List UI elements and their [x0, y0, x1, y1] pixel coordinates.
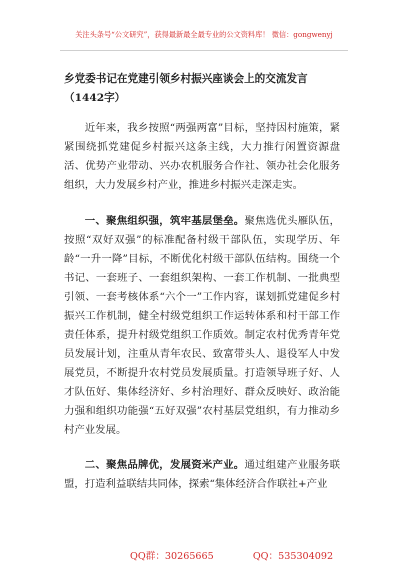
document-body: [64, 119, 340, 511]
section-1-paragraph: [64, 212, 340, 440]
section-2-body: 通过组建产业服务联盟，打造利益联结共同体，探索“集体经济合作联社+产业: [64, 459, 341, 490]
intro-paragraph: 近年来，我乡按照“两强两富”目标，坚持因村施策，紧紧围绕抓党建促乡村振兴这条主线，大力推行闲置资源盘活、优势产业带动、兴办农机服务合作社、领办社会化服务组织，大力发展乡村产业，推进乡村振兴走深走实。: [64, 122, 340, 191]
section-2-heading: 二、聚焦品牌优，发展资米产业。: [84, 459, 245, 471]
header-divider: [60, 50, 348, 51]
footer-qq: QQ：535304092: [252, 551, 334, 562]
document-title: [64, 70, 354, 108]
title-line-1: 乡党委书记在党建引领乡村振兴座谈会上的交流发言: [64, 73, 308, 85]
section-2-paragraph: [64, 456, 340, 494]
header-notice: 关注头条号“公文研究”，获得最新最全最专业的公文资料库！ 微信：gongwenyj: [75, 30, 333, 39]
title-line-2: （1442字）: [64, 92, 126, 104]
section-1-heading: 一、聚焦组织强，筑牢基层堡垒。: [84, 215, 245, 227]
footer-qq-group: QQ群：30265665: [130, 551, 214, 562]
section-1-body: 聚焦选优头雁队伍，按照“双好双强”的标准配备村级干部队伍，实现学历、年龄“一升一降”目标，不断优化村级干部队伍结构。围绕一个书记、一套班子、一套组织架构、一套工作机制、一批典型引领、一套考核体系“六个一”工作内容，谋划抓党建促乡村振兴工作机制，健全村级党组织工作运转体系和村干部工作责任体系，提升村级党组织工作质效。制定农村优秀青年党员发展计划，注重从青年农民、致富带头人、退役军人中发展党员，不断提升农村党员发展质量。打造领导班子好、人才队伍好、集体经济好、乡村治理好、群众反映好、政治能力强和组织功能强“五好双强”农村基层党组织，有力推动乡村产业发展。: [64, 215, 341, 436]
footer-contact: [130, 548, 334, 562]
